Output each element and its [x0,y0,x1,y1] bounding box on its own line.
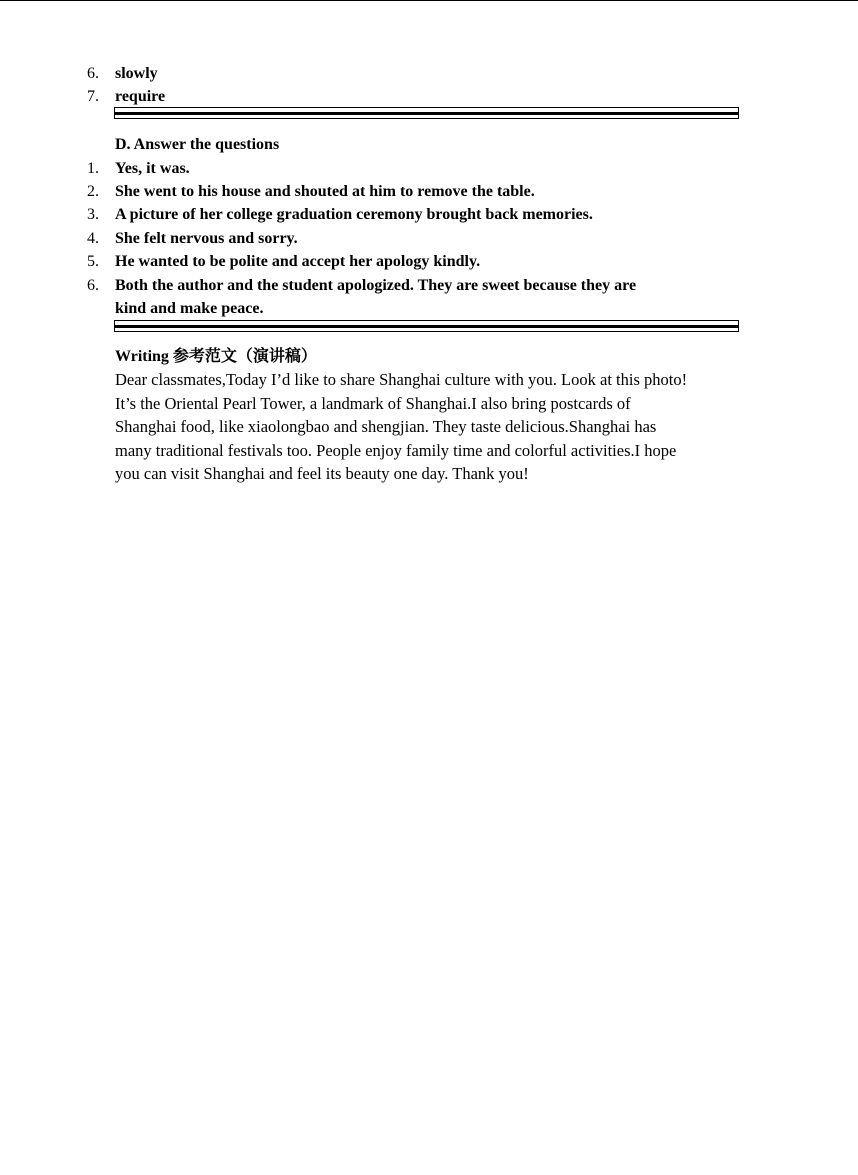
item-number: 4. [87,230,99,247]
item-answer-line1: Both the author and the student apologized. They are sweet because they are [115,277,637,294]
paragraph-line: many traditional festivals too. People enjoy family time and colorful activities.I hope [115,440,677,460]
item-answer: A picture of her college graduation ceremony brought back memories. [115,206,593,223]
item-answer: He wanted to be polite and accept her apology kindly. [115,253,481,270]
section-d-heading: D. Answer the questions [115,136,280,153]
paragraph-line: you can visit Shanghai and feel its beauty one day. Thank you! [115,464,529,483]
paragraph-line: It’s the Oriental Pearl Tower, a landmark of Shanghai.I also bring postcards of [115,393,631,413]
item-answer: slowly [115,65,158,82]
item-answer: Yes, it was. [115,160,190,177]
writing-sample-paragraph [115,368,755,486]
item-number: 6. [87,277,99,294]
item-number: 6. [87,65,99,82]
section-divider [114,320,739,332]
item-answer: She felt nervous and sorry. [115,230,298,247]
paragraph-line: Shanghai food, like xiaolongbao and shengjian. They taste delicious.Shanghai has [115,417,657,436]
item-answer-line2: kind and make peace. [115,300,264,317]
item-number: 1. [87,160,99,177]
item-answer: She went to his house and shouted at him to remove the table. [115,183,535,200]
item-number: 5. [87,253,99,270]
item-number: 3. [87,206,99,223]
writing-heading: Writing 参考范文（演讲稿） [115,348,317,365]
paragraph-line: Dear classmates,Today I’d like to share Shanghai culture with you. Look at this photo! [115,370,688,389]
item-number: 2. [87,183,99,200]
section-divider [114,107,739,119]
page-top-border [0,0,858,1]
item-answer: require [115,88,166,105]
item-number: 7. [87,88,99,105]
